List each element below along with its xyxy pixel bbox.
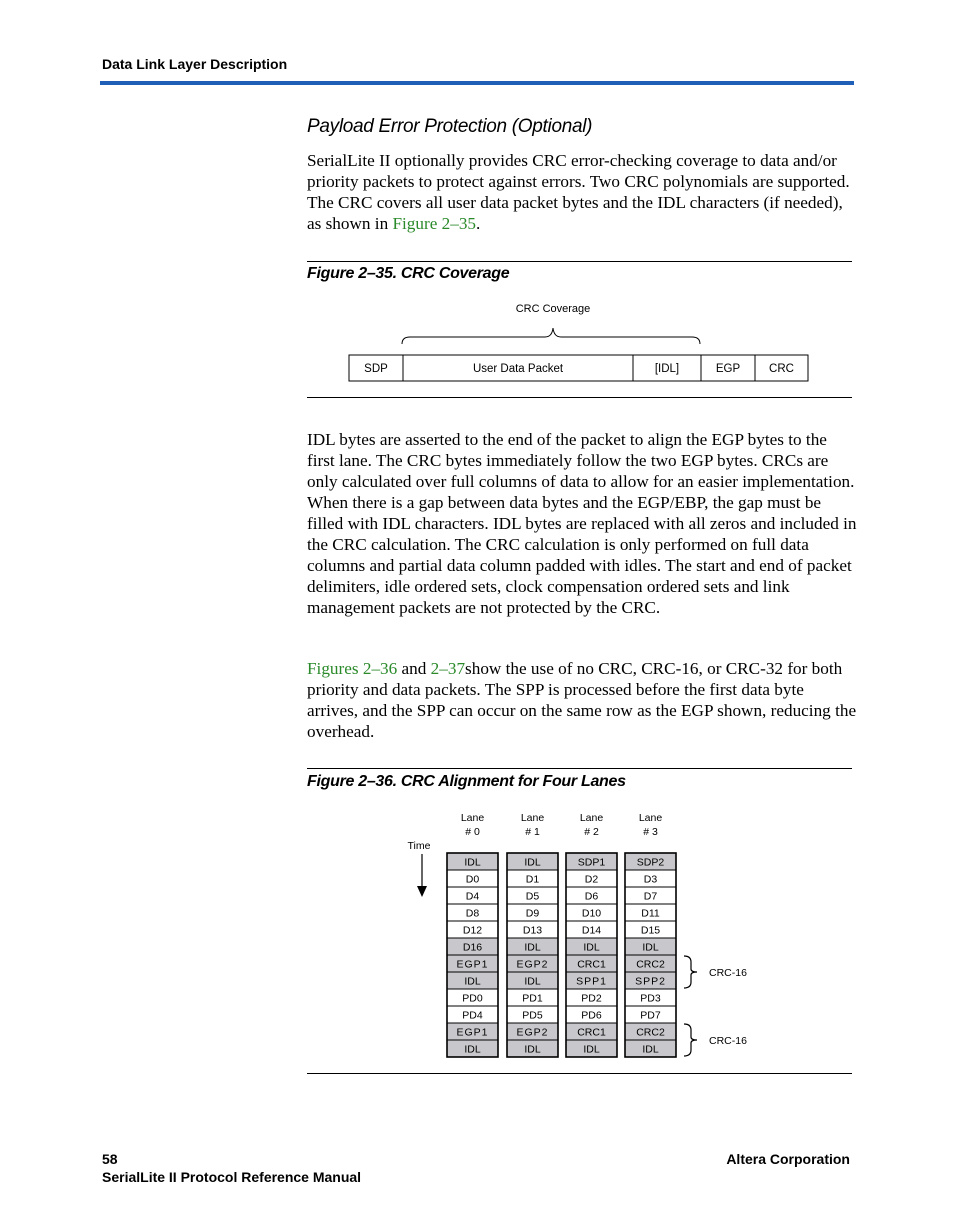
lane-cell-label: SDP2 (636, 856, 665, 869)
para3-and: and (397, 659, 431, 678)
page-number: 58 (102, 1151, 118, 1167)
lane-cell-label: CRC2 (636, 958, 665, 971)
figure36-top-rule (307, 768, 852, 769)
lane-label: Lane (460, 812, 485, 824)
figure-2-37-link[interactable]: 2–37 (430, 659, 466, 678)
lane-cell-label: EGP2 (516, 1026, 549, 1039)
lane-cell-label: D3 (643, 873, 658, 886)
lane-cell-label: IDL (464, 975, 481, 988)
crc-alignment-diagram (0, 790, 954, 1080)
lane-cell-label: D2 (584, 873, 599, 886)
crc-brace-label: CRC-16 (709, 967, 747, 979)
lane-cell-label: D0 (465, 873, 480, 886)
crc-brace (684, 956, 697, 988)
figure35-title: Figure 2–35. CRC Coverage (307, 265, 510, 282)
lane-cell-label: D16 (462, 941, 483, 954)
coverage-cell-label: EGP (715, 363, 741, 375)
figure-2-35-link[interactable]: Figure 2–35 (392, 214, 477, 233)
coverage-row (349, 355, 808, 381)
lane-cell-label: D11 (641, 907, 660, 920)
lane-cell-label: D1 (525, 873, 540, 886)
company-name: Altera Corporation (726, 1151, 850, 1167)
lane-cell-label: D9 (525, 907, 540, 920)
lane-cell-label: D5 (525, 890, 540, 903)
lane-cell-label: PD7 (640, 1009, 661, 1022)
lane-number: # 0 (465, 826, 480, 838)
lane-cell-label: D6 (584, 890, 599, 903)
lane-cell-label: SPP1 (576, 975, 607, 988)
lane-cell-label: CRC1 (577, 958, 606, 971)
lane-cell-label: IDL (524, 856, 541, 869)
lane-cell-label: IDL (464, 856, 481, 869)
para3-text: show the use of no CRC, CRC-16, or CRC-32 for both priority and data packets. The SPP is processed before the first data byte arrives, and the SPP can occur on the same row as the EGP shown, reducing the overhead. (307, 659, 857, 741)
lane-number: # 3 (643, 826, 658, 838)
figures-2-36-link[interactable]: Figures 2–36 (307, 659, 398, 678)
para1-text: SerialLite II optionally provides CRC error-checking coverage to data and/or priority packets to protect against errors. Two CRC polynomials are supported. The CRC covers all user data packet bytes and the IDL characters (if needed), as shown in (307, 151, 850, 233)
coverage-cell-label: [IDL] (654, 363, 680, 375)
coverage-cell-label: CRC (769, 363, 794, 375)
lane-cell-label: PD0 (462, 992, 483, 1005)
lane-cell-label: D15 (640, 924, 661, 937)
lane-cell-label: CRC2 (636, 1026, 665, 1039)
lane-cell-label: D8 (465, 907, 480, 920)
lane-cell-label: SPP2 (635, 975, 666, 988)
lane-label: Lane (579, 812, 604, 824)
figure36-bottom-rule (307, 1073, 852, 1074)
crc-brace-label: CRC-16 (709, 1035, 747, 1047)
figure35-bottom-rule (307, 397, 852, 398)
lane-cell-label: D4 (465, 890, 480, 903)
lane-label: Lane (520, 812, 545, 824)
lane-cell-label: D12 (462, 924, 483, 937)
lane-cell-label: IDL (524, 1043, 541, 1056)
time-label: Time (407, 840, 431, 852)
manual-title: SerialLite II Protocol Reference Manual (102, 1169, 362, 1185)
running-header: Data Link Layer Description (102, 56, 288, 72)
lane-cell-label: D14 (581, 924, 602, 937)
lane-cell-label: PD6 (581, 1009, 602, 1022)
para1-end: . (476, 214, 481, 233)
crc-coverage-label: CRC Coverage (515, 303, 591, 315)
lane-cell-label: IDL (524, 941, 541, 954)
crc-braces-group (684, 956, 747, 1056)
lane-cell-label: D7 (643, 890, 658, 903)
lane-cell-label: EGP2 (516, 958, 549, 971)
lane-cell-label: PD5 (522, 1009, 543, 1022)
section-title: Payload Error Protection (Optional) (307, 116, 593, 137)
lane-cell-label: PD1 (522, 992, 543, 1005)
paragraph-figures-reference (307, 658, 857, 742)
figure36-title: Figure 2–36. CRC Alignment for Four Lanes (307, 773, 626, 790)
lane-number: # 1 (525, 826, 540, 838)
lane-cell-label: PD3 (640, 992, 661, 1005)
paragraph-idl-bytes: IDL bytes are asserted to the end of the packet to align the EGP bytes to the first lane. The CRC bytes immediately follow the two EGP bytes. CRCs are only calculated over full columns of data to allow for an easier implementation. When there is a gap between data bytes and the EGP/EBP, the gap must be filled with IDL characters. IDL bytes are replaced with all zeros and included in the CRC calculation. The CRC calculation is only performed on full data columns and partial data column padded with idles. The start and end of packet delimiters, idle ordered sets, clock compensation ordered sets and link management packets are not protected by the CRC. (307, 430, 857, 617)
coverage-cell-label: User Data Packet (472, 363, 564, 375)
lane-cell-label: EGP1 (456, 1026, 489, 1039)
lane-number: # 2 (584, 826, 599, 838)
lane-cell-label: IDL (583, 941, 600, 954)
lane-cell-label: IDL (642, 1043, 659, 1056)
lanes-group (447, 812, 676, 1057)
lane-cell-label: PD2 (581, 992, 602, 1005)
lane-cell-label: IDL (524, 975, 541, 988)
lane-cell-label: IDL (464, 1043, 481, 1056)
crc-coverage-diagram (0, 0, 954, 420)
lane-cell-label: D10 (581, 907, 602, 920)
crc-brace (684, 1024, 697, 1056)
time-arrow-head (417, 886, 427, 897)
lane-cell-label: PD4 (462, 1009, 483, 1022)
lane-cell-label: IDL (642, 941, 659, 954)
lane-cell-label: SDP1 (577, 856, 606, 869)
coverage-brace (402, 328, 700, 344)
lane-cell-label: IDL (583, 1043, 600, 1056)
lane-cell-label: EGP1 (456, 958, 489, 971)
coverage-cell-label: SDP (364, 363, 388, 375)
lane-cell-label: D13 (522, 924, 543, 937)
lane-label: Lane (638, 812, 663, 824)
lane-cell-label: CRC1 (577, 1026, 606, 1039)
